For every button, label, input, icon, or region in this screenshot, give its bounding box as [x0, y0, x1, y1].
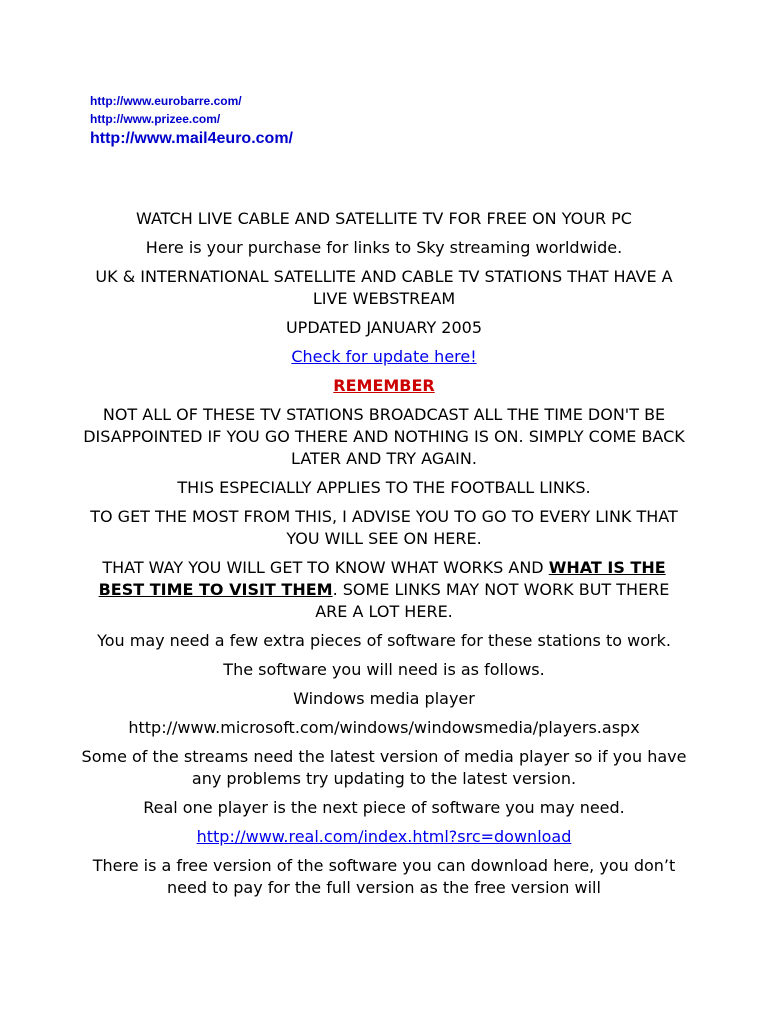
- wmp-paragraph: Windows media player: [293, 689, 475, 708]
- top-links: [90, 92, 293, 149]
- document-body: [80, 208, 688, 906]
- real-link-paragraph: [80, 826, 688, 848]
- remember-paragraph: [80, 375, 688, 397]
- football-paragraph: THIS ESPECIALLY APPLIES TO THE FOOTBALL LINKS.: [177, 478, 591, 497]
- software-follows-paragraph: The software you will need is as follows.: [223, 660, 545, 679]
- update-paragraph: [80, 346, 688, 368]
- streams-note-paragraph: Some of the streams need the latest version of media player so if you have any problems try updating to the latest version.: [81, 747, 687, 788]
- software-need-paragraph: You may need a few extra pieces of software for these stations to work.: [97, 631, 671, 650]
- real-one-paragraph: Real one player is the next piece of software you may need.: [143, 798, 625, 817]
- headline: WATCH LIVE CABLE AND SATELLITE TV FOR FREE ON YOUR PC: [136, 209, 632, 228]
- wmp-url-paragraph: http://www.microsoft.com/windows/windowsmedia/players.aspx: [128, 718, 640, 737]
- free-version-paragraph: There is a free version of the software you can download here, you don’t need to pay for the full version as the free version will: [92, 856, 676, 897]
- purchase-line: Here is your purchase for links to Sky streaming worldwide.: [145, 238, 623, 257]
- best-time-emphasis: WHAT IS THE BEST TIME TO VISIT THEM: [98, 558, 666, 599]
- that-way-text-post: . SOME LINKS MAY NOT WORK BUT THERE ARE A LOT HERE.: [315, 580, 670, 621]
- stations-heading: UK & INTERNATIONAL SATELLITE AND CABLE TV STATIONS THAT HAVE A LIVE WEBSTREAM: [95, 267, 673, 308]
- prizee-link[interactable]: http://www.prizee.com/: [90, 112, 221, 126]
- mail4euro-link[interactable]: http://www.mail4euro.com/: [90, 130, 293, 147]
- that-way-text-pre: THAT WAY YOU WILL GET TO KNOW WHAT WORKS AND: [102, 558, 549, 577]
- updated-line: UPDATED JANUARY 2005: [285, 318, 483, 337]
- that-way-paragraph: [80, 557, 688, 623]
- real-download-link[interactable]: http://www.real.com/index.html?src=download: [196, 827, 572, 846]
- remember-heading: REMEMBER: [333, 376, 435, 395]
- check-update-link[interactable]: Check for update here!: [291, 347, 477, 366]
- advise-paragraph: TO GET THE MOST FROM THIS, I ADVISE YOU TO GO TO EVERY LINK THAT YOU WILL SEE ON HERE.: [90, 507, 678, 548]
- not-all-paragraph: NOT ALL OF THESE TV STATIONS BROADCAST ALL THE TIME DON'T BE DISAPPOINTED IF YOU GO THERE AND NOTHING IS ON. SIMPLY COME BACK LATER AND TRY AGAIN.: [83, 405, 685, 468]
- eurobarre-link[interactable]: http://www.eurobarre.com/: [90, 94, 242, 108]
